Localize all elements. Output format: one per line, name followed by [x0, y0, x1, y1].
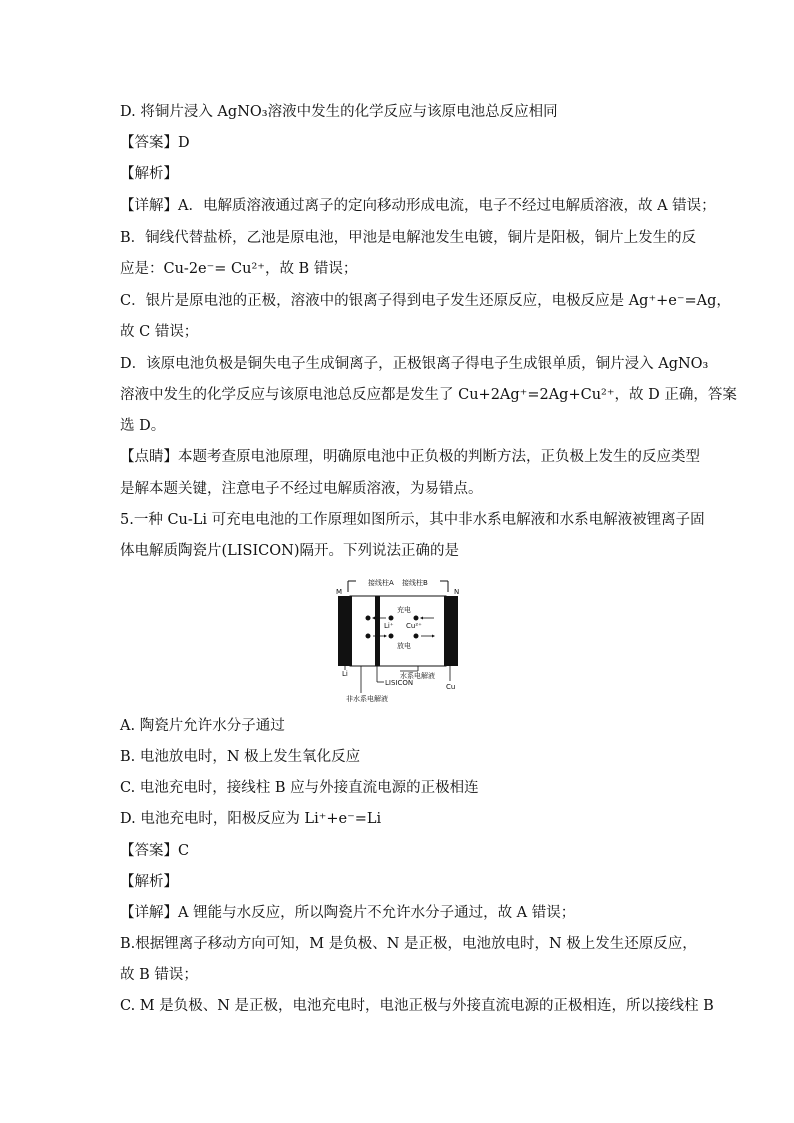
lisicon-label: LISICON	[385, 679, 414, 687]
question-5-line-2: 体电解质陶瓷片(LISICON)隔开。下列说法正确的是	[120, 543, 459, 559]
explain-line-a: 【详解】A 锂能与水反应，所以陶瓷片不允许水分子通过，故 A 错误；	[120, 905, 576, 921]
battery-diagram-svg	[328, 578, 468, 706]
non-aqueous-label: 非水系电解液	[346, 695, 388, 703]
answer-label-prev: 【答案】D	[120, 135, 190, 151]
explain-line-b2: 故 B 错误；	[120, 967, 198, 983]
detail-line-b2: 应是：Cu-2e⁻= Cu²⁺，故 B 错误；	[120, 261, 358, 277]
electrode-m-label: M	[336, 588, 343, 596]
li-ion-label: Li⁺	[384, 622, 394, 630]
option-a: A. 陶瓷片允许水分子通过	[120, 718, 285, 734]
explain-line-c1: C. M 是负极、N 是正极，电池充电时，电池正极与外接直流电源的正极相连，所以接线柱 B	[120, 998, 714, 1014]
option-d-prev: D. 将铜片浸入 AgNO₃溶液中发生的化学反应与该原电池总反应相同	[120, 104, 558, 120]
detail-line-c1: C．银片是原电池的正极，溶液中的银离子得到电子发生还原反应，电极反应是 Ag⁺+e⁻=Ag，	[120, 293, 731, 309]
detail-line-d2: 溶液中发生的化学反应与该原电池总反应都是发生了 Cu+2Ag⁺=2Ag+Cu²⁺，故 D 正确，答案	[120, 387, 737, 403]
question-5-line-1: 5.一种 Cu-Li 可充电电池的工作原理如图所示，其中非水系电解液和水系电解液被锂离子固	[120, 512, 705, 528]
charge-label: 充电	[397, 606, 411, 614]
detail-line-d3: 选 D。	[120, 418, 166, 434]
analysis-label: 【解析】	[120, 874, 178, 890]
terminal-b-label: 接线柱B	[402, 579, 428, 587]
option-b: B. 电池放电时，N 极上发生氧化反应	[120, 749, 361, 765]
li-electrode	[338, 596, 352, 666]
comment-line-1: 【点睛】本题考查原电池原理，明确原电池中正负极的判断方法，正负极上发生的反应类型	[120, 449, 700, 465]
aqueous-label: 水系电解液	[400, 672, 435, 680]
discharge-label: 放电	[397, 642, 411, 650]
li-label: Li	[342, 670, 348, 678]
battery-diagram	[328, 578, 468, 706]
lisicon-separator	[375, 596, 380, 666]
explain-line-b1: B.根据锂离子移动方向可知，M 是负极、N 是正极，电池放电时，N 极上发生还原反应，	[120, 936, 697, 952]
option-c: C. 电池充电时，接线柱 B 应与外接直流电源的正极相连	[120, 780, 479, 796]
answer-label: 【答案】C	[120, 843, 190, 859]
option-d: D. 电池充电时，阳极反应为 Li⁺+e⁻=Li	[120, 811, 382, 827]
cu-label: Cu	[446, 683, 456, 691]
detail-line-b1: B．铜线代替盐桥，乙池是原电池，甲池是电解池发生电镀，铜片是阳极，铜片上发生的反	[120, 230, 697, 246]
detail-line-a: 【详解】A．电解质溶液通过离子的定向移动形成电流，电子不经过电解质溶液，故 A 错误；	[120, 198, 716, 214]
cu-electrode	[444, 596, 458, 666]
comment-line-2: 是解本题关键，注意电子不经过电解质溶液，为易错点。	[120, 481, 483, 497]
detail-line-d1: D．该原电池负极是铜失电子生成铜离子，正极银离子得电子生成银单质，铜片浸入 AgNO₃	[120, 356, 709, 372]
cu-ion-label: Cu²⁺	[406, 622, 422, 630]
detail-line-c2: 故 C 错误；	[120, 324, 199, 340]
electrode-n-label: N	[454, 588, 460, 596]
analysis-label-prev: 【解析】	[120, 166, 178, 182]
terminal-a-label: 接线柱A	[368, 579, 394, 587]
